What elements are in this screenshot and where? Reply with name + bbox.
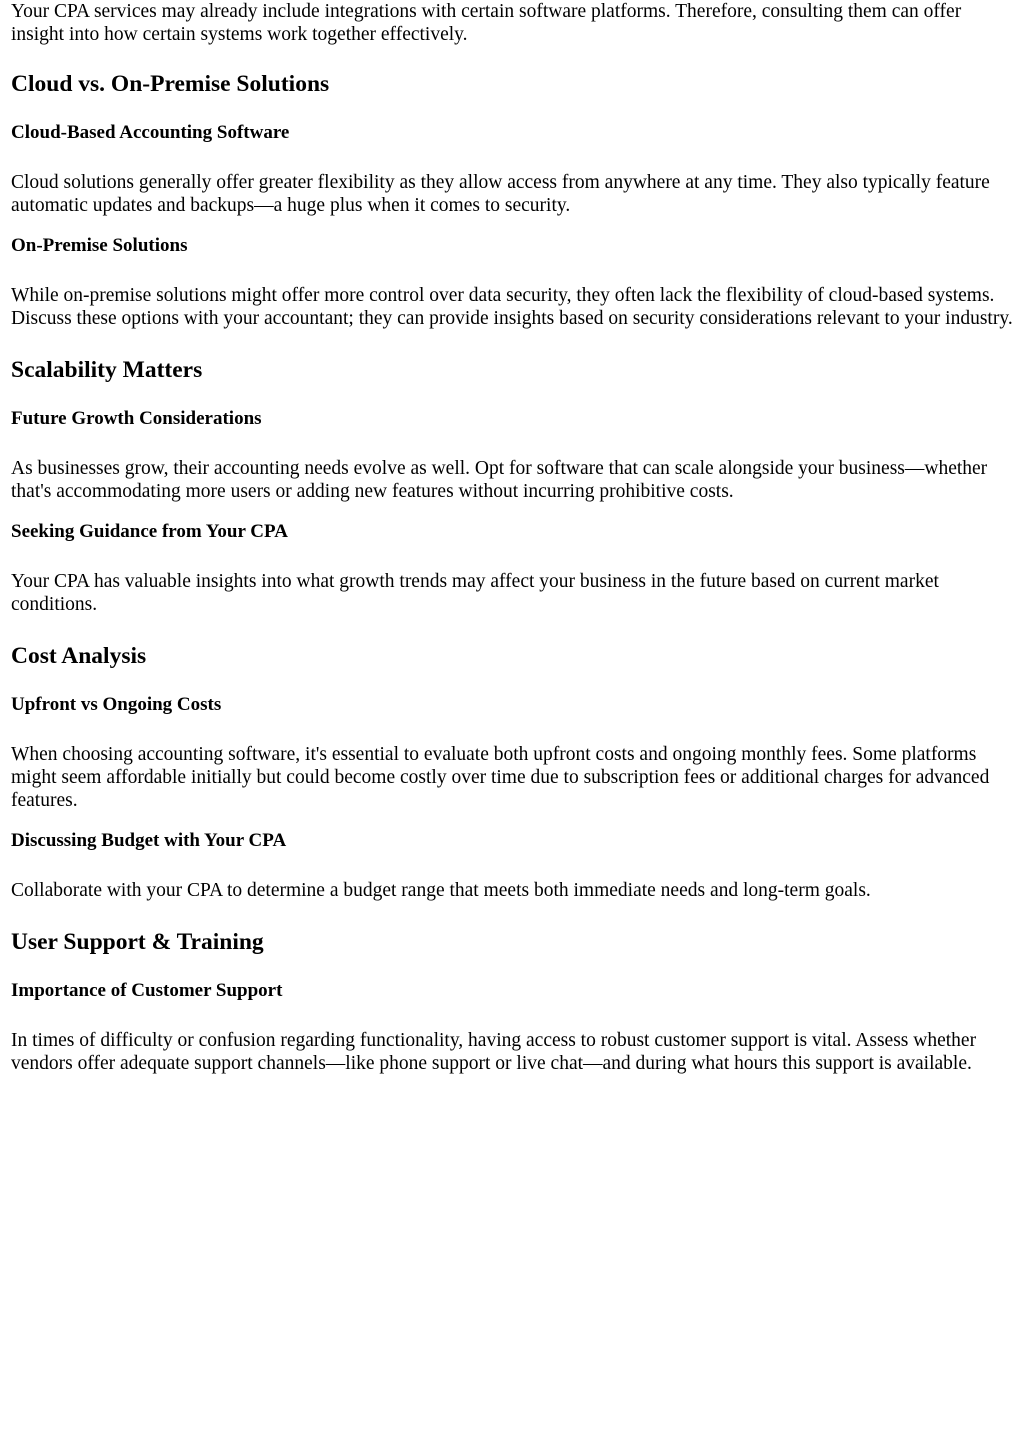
section-heading-cloud-vs-on-premise: Cloud vs. On-Premise Solutions: [11, 71, 330, 97]
paragraph-future-growth: As businesses grow, their accounting needs evolve as well. Opt for software that can scale alongside your business—whether that's accommodating more users or adding new features without incurring prohibitive costs.: [11, 458, 988, 502]
subheading-budget-discussion: Discussing Budget with Your CPA: [11, 830, 287, 851]
subheading-upfront-vs-ongoing: Upfront vs Ongoing Costs: [11, 694, 222, 715]
intro-paragraph: Your CPA services may already include integrations with certain software platforms. Therefore, consulting them can offer insight into how certain systems work together effectively.: [11, 1, 962, 45]
subheading-customer-support: Importance of Customer Support: [11, 980, 283, 1001]
paragraph-cpa-guidance: Your CPA has valuable insights into what growth trends may affect your business in the future based on current market conditions.: [11, 571, 939, 615]
paragraph-on-premise-solutions: While on-premise solutions might offer more control over data security, they often lack the flexibility of cloud-based systems. Discuss these options with your accountant; they can provide insights based on security considerations relevant to your industry.: [11, 285, 1013, 329]
section-heading-user-support: User Support & Training: [11, 929, 264, 955]
paragraph-cloud-based-software: Cloud solutions generally offer greater flexibility as they allow access from anywhere at any time. They also typically feature automatic updates and backups—a huge plus when it comes to security.: [11, 172, 990, 216]
paragraph-upfront-vs-ongoing: When choosing accounting software, it's essential to evaluate both upfront costs and ongoing monthly fees. Some platforms might seem affordable initially but could become costly over time due to subscription fees or additional charges for advanced features.: [11, 744, 990, 811]
subheading-cpa-guidance: Seeking Guidance from Your CPA: [11, 521, 288, 542]
section-heading-scalability: Scalability Matters: [11, 357, 203, 383]
subheading-future-growth: Future Growth Considerations: [11, 408, 262, 429]
paragraph-budget-discussion: Collaborate with your CPA to determine a budget range that meets both immediate needs and long-term goals.: [11, 880, 871, 901]
paragraph-customer-support: In times of difficulty or confusion regarding functionality, having access to robust customer support is vital. Assess whether vendors offer adequate support channels—like phone support or live chat—and during what hours this support is available.: [11, 1030, 977, 1074]
section-heading-cost-analysis: Cost Analysis: [11, 643, 147, 669]
subheading-on-premise-solutions: On-Premise Solutions: [11, 235, 188, 256]
subheading-cloud-based-software: Cloud-Based Accounting Software: [11, 122, 290, 143]
